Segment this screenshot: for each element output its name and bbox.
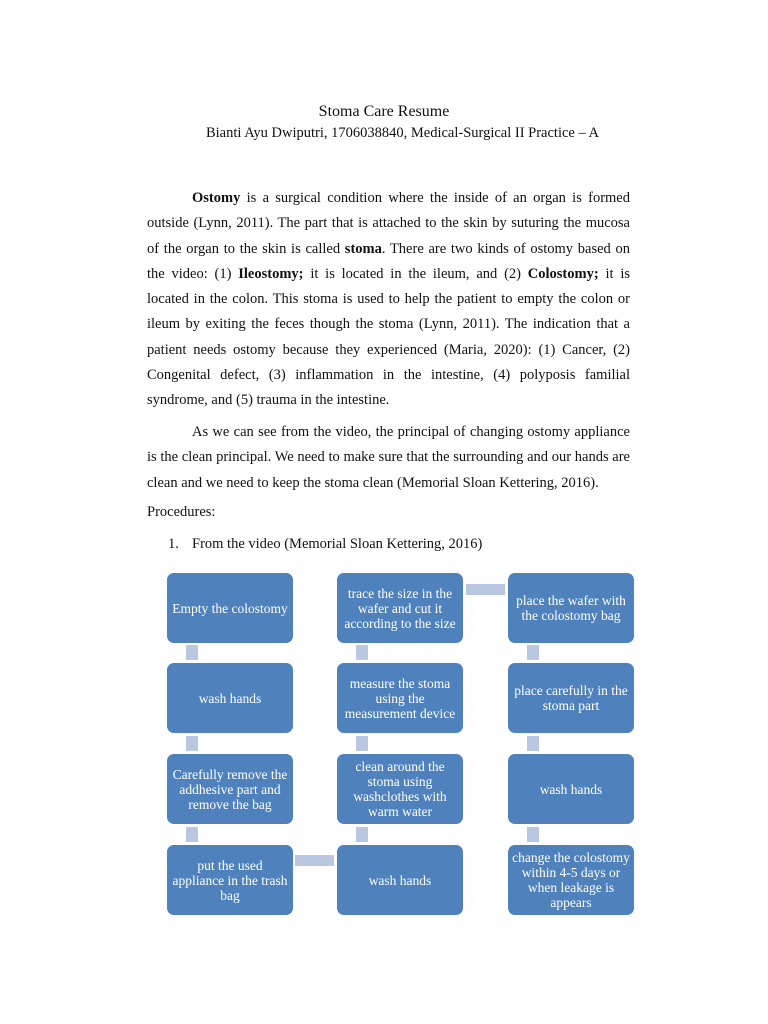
connector-vertical — [356, 736, 368, 751]
flow-step-discard-appliance: put the used appliance in the trash bag — [167, 845, 293, 915]
connector-vertical — [186, 827, 198, 842]
flow-step-clean-stoma: clean around the stoma using washclothes with warm water — [337, 754, 463, 824]
list-text: From the video (Memorial Sloan Kettering, 2016) — [192, 536, 483, 552]
connector-horizontal — [466, 584, 505, 595]
connector-vertical — [356, 827, 368, 842]
flow-step-wash-hands: wash hands — [508, 754, 634, 824]
author-line: Bianti Ayu Dwiputri, 1706038840, Medical-Surgical II Practice – A — [205, 125, 600, 141]
flow-step-wash-hands: wash hands — [337, 845, 463, 915]
term-colostomy: Colostomy; — [527, 265, 599, 282]
flow-step-place-on-stoma: place carefully in the stoma part — [508, 663, 634, 733]
connector-vertical — [527, 645, 539, 660]
flow-step-trace-size: trace the size in the wafer and cut it according to the size — [337, 573, 463, 643]
flow-step-remove-bag: Carefully remove the addhesive part and remove the bag — [167, 754, 293, 824]
flow-step-place-wafer: place the wafer with the colostomy bag — [508, 573, 634, 643]
procedures-heading: Procedures: — [147, 504, 216, 520]
term-ostomy: Ostomy — [192, 190, 241, 206]
list-number: 1. — [168, 536, 179, 552]
flow-step-change-colostomy: change the colostomy within 4-5 days or when leakage is appears — [508, 845, 634, 915]
flow-step-wash-hands: wash hands — [167, 663, 293, 733]
connector-horizontal — [295, 855, 334, 866]
paragraph-ostomy: Ostomy is a surgical condition where the inside of an organ is formed outside (Lynn, 2011). The part that is attached to the skin by suturing the mucosa of the organ to the skin is called stoma. There are two kinds of ostomy based on the video: (1) Ileostomy; it is located in the ileum, and (2) Colostomy; it is located in the colon. This stoma is used to help the patient to empty the colon or ileum by exiting the feces though the stoma (Lynn, 2011). The indication that a patient needs ostomy because they experienced (Maria, 2020): (1) Cancer, (2) Congenital defect, (3) inflammation in the intestine, (4) polyposis familial syndrome, and (5) trauma in the intestine. — [147, 190, 630, 409]
connector-vertical — [186, 645, 198, 660]
flow-step-empty-colostomy: Empty the colostomy — [167, 573, 293, 643]
connector-vertical — [527, 827, 539, 842]
term-stoma: stoma — [344, 240, 382, 257]
connector-vertical — [527, 736, 539, 751]
document-title: Stoma Care Resume — [318, 103, 450, 120]
list-item — [168, 536, 482, 553]
connector-vertical — [356, 645, 368, 660]
paragraph-clean-principal: As we can see from the video, the principal of changing ostomy appliance is the clean principal. We need to make sure that the surrounding and our hands are clean and we need to keep the stoma clean (Memorial Sloan Kettering, 2016). — [147, 424, 630, 491]
connector-vertical — [186, 736, 198, 751]
term-ileostomy: Ileostomy; — [238, 265, 304, 282]
flow-step-measure-stoma: measure the stoma using the measurement device — [337, 663, 463, 733]
